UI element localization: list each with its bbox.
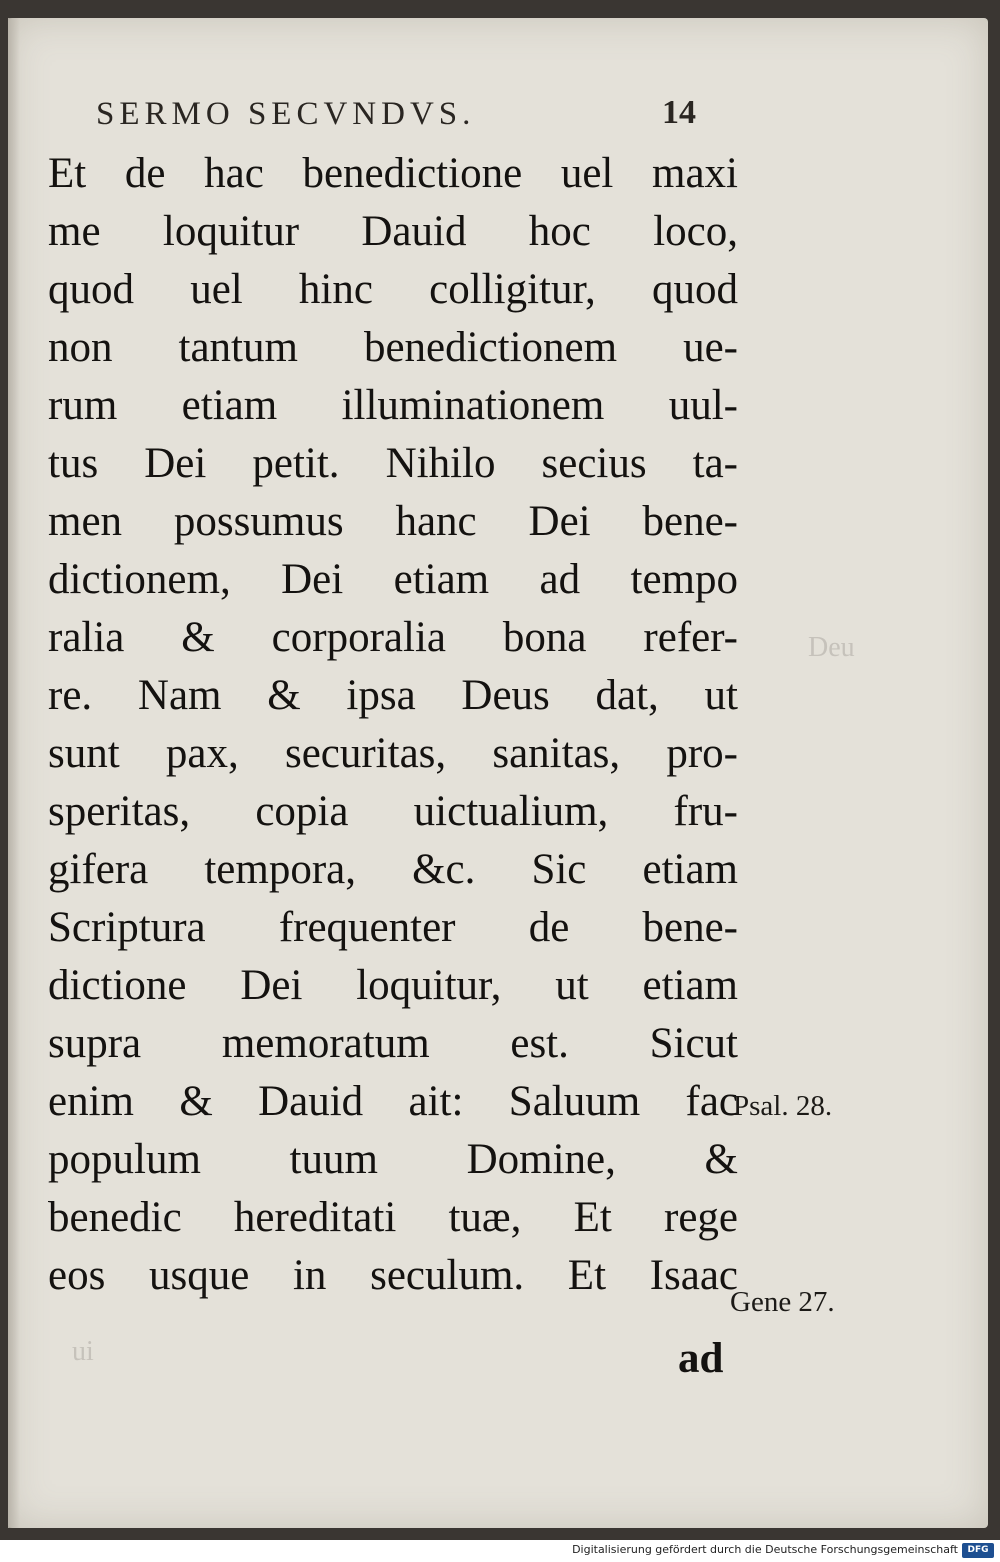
text-line: rum etiam illuminationem uul- [48, 382, 738, 429]
text-line: speritas, copia uictualium, fru- [48, 788, 738, 835]
text-line: tus Dei petit. Nihilo secius ta- [48, 440, 738, 487]
catchword: ad [678, 1335, 724, 1382]
text-line: populum tuum Domine, & [48, 1136, 738, 1183]
margin-note-psalm: Psal. 28. [733, 1090, 833, 1122]
text-line: eos usque in seculum. Et Isaac [48, 1252, 738, 1299]
page-header [96, 96, 696, 136]
page-number: 14 [662, 94, 696, 131]
running-title: SERMO SECVNDVS. [96, 96, 476, 132]
show-through-text: Deu [808, 632, 855, 663]
text-line: Et de hac benedictione uel maxi [48, 150, 738, 197]
text-line: dictione Dei loquitur, ut etiam [48, 962, 738, 1009]
text-line: benedic hereditati tuæ, Et rege [48, 1194, 738, 1241]
book-page [8, 18, 988, 1528]
text-line: supra memoratum est. Sicut [48, 1020, 738, 1067]
text-line: sunt pax, securitas, sanitas, pro- [48, 730, 738, 777]
text-line: re. Nam & ipsa Deus dat, ut [48, 672, 738, 719]
text-line: me loquitur Dauid hoc loco, [48, 208, 738, 255]
text-line: quod uel hinc colligitur, quod [48, 266, 738, 313]
text-line: non tantum benedictionem ue- [48, 324, 738, 371]
digitization-credit: Digitalisierung gefördert durch die Deutsche Forschungsgemeinschaft [572, 1543, 958, 1556]
text-line: dictionem, Dei etiam ad tempo [48, 556, 738, 603]
text-line: enim & Dauid ait: Saluum fac [48, 1078, 738, 1125]
text-line: men possumus hanc Dei bene- [48, 498, 738, 545]
show-through-text: ui [72, 1336, 94, 1367]
text-line: ralia & corporalia bona refer- [48, 614, 738, 661]
footer-bar [0, 1540, 1000, 1562]
dfg-logo-icon: DFG [962, 1543, 994, 1558]
text-line: gifera tempora, &c. Sic etiam [48, 846, 738, 893]
margin-note-genesis: Gene 27. [730, 1286, 835, 1318]
text-line: Scriptura frequenter de bene- [48, 904, 738, 951]
